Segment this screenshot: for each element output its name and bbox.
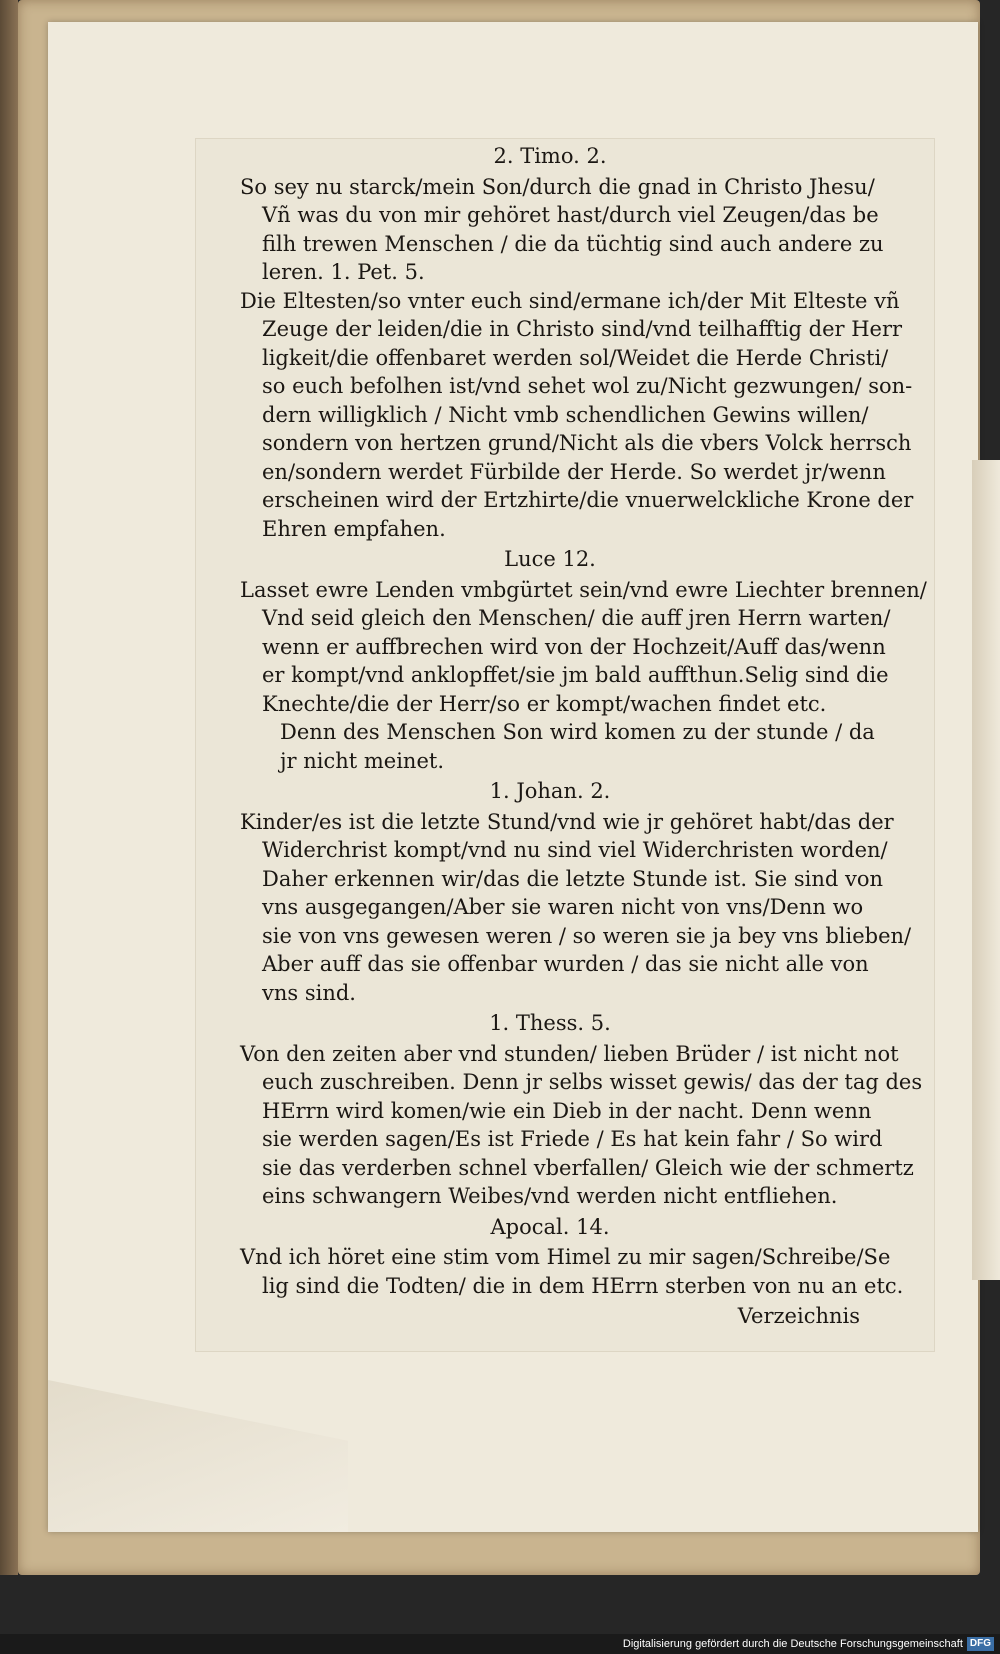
text-line: sie werden sagen/Es ist Friede / Es hat kein fahr / So wird <box>262 1127 883 1151</box>
text-line: Zeuge der leiden/die in Christo sind/vnd teilhafftig der Herr <box>262 317 903 341</box>
text-line: Vnd ich höret eine stim vom Himel zu mir sagen/Schreibe/Se <box>240 1245 891 1269</box>
text-line: Vñ was du von mir gehöret hast/durch viel Zeugen/das be <box>262 203 879 227</box>
text-line: sie das verderben schnel vberfallen/ Gleich wie der schmertz <box>262 1155 914 1180</box>
text-line: Kinder/es ist die letzte Stund/vnd wie jr gehöret habt/das der <box>240 809 894 834</box>
text-line: Lasset ewre Lenden vmbgürtet sein/vnd ewre Liechter brennen/ <box>240 577 927 602</box>
section-heading: Apocal. 14. <box>490 1214 610 1239</box>
text-line: vns sind. <box>262 980 356 1005</box>
page-text-column <box>240 140 927 1331</box>
text-line: dern willigklich / Nicht vmb schendlichen Gewins willen/ <box>262 402 869 427</box>
text-line: Knechte/die der Herr/so er kompt/wachen findet etc. <box>262 691 827 716</box>
text-line: so euch befolhen ist/vnd sehet wol zu/Nicht gezwungen/ son- <box>262 374 913 398</box>
text-line: jr nicht meinet. <box>280 748 444 773</box>
text-line: er kompt/vnd anklopffet/sie jm bald auffthun.Selig sind die <box>262 663 889 687</box>
text-line: Denn des Menschen Son wird komen zu der stunde / da <box>280 720 875 744</box>
digitization-footer <box>0 1634 1000 1654</box>
dfg-logo: DFG <box>967 1637 994 1651</box>
footer-credit: Digitalisierung gefördert durch die Deutsche Forschungsgemeinschaft <box>622 1638 963 1650</box>
book-spine-edge <box>0 0 18 1575</box>
text-line: Daher erkennen wir/das die letzte Stunde ist. Sie sind von <box>262 866 884 891</box>
section-heading: Luce 12. <box>504 547 596 571</box>
text-line: Von den zeiten aber vnd stunden/ lieben Brüder / ist nicht not <box>240 1041 899 1066</box>
section-heading: 1. Johan. 2. <box>489 779 611 803</box>
text-line: filh trewen Menschen / die da tüchtig sind auch andere zu <box>262 231 884 256</box>
text-line: So sey nu starck/mein Son/durch die gnad in Christo Jhesu/ <box>240 174 875 199</box>
text-line: erscheinen wird der Ertzhirte/die vnuerwelckliche Krone der <box>262 488 914 512</box>
text-line: Die Eltesten/so vnter euch sind/ermane ich/der Mit Elteste vñ <box>240 288 900 313</box>
text-line: wenn er auffbrechen wird von der Hochzeit/Auff das/wenn <box>262 634 886 659</box>
section-heading: 2. Timo. 2. <box>493 144 607 168</box>
text-line: lig sind die Todten/ die in dem HErrn sterben von nu an etc. <box>262 1273 904 1298</box>
text-line: euch zuschreiben. Denn jr selbs wisset gewis/ das der tag des <box>262 1070 923 1094</box>
text-line: Aber auff das sie offenbar wurden / das sie nicht alle von <box>262 952 869 976</box>
text-line: Widerchrist kompt/vnd nu sind viel Widerchristen worden/ <box>262 838 888 862</box>
text-line: sondern von hertzen grund/Nicht als die vbers Volck herrsch <box>262 431 912 455</box>
text-line: HErrn wird komen/wie ein Dieb in der nacht. Denn wenn <box>262 1098 872 1123</box>
text-line: ligkeit/die offenbaret werden sol/Weidet die Herde Christi/ <box>262 345 889 370</box>
text-line: vns ausgegangen/Aber sie waren nicht von vns/Denn wo <box>262 895 864 919</box>
text-line: Ehren empfahen. <box>262 516 446 541</box>
text-line: eins schwangern Weibes/vnd werden nicht entfliehen. <box>262 1184 838 1208</box>
text-line: en/sondern werdet Fürbilde der Herde. So werdet jr/wenn <box>262 459 886 484</box>
text-line: sie von vns gewesen weren / so weren sie ja bey vns blieben/ <box>262 923 912 948</box>
text-line: leren. 1. Pet. 5. <box>262 260 425 284</box>
section-heading: 1. Thess. 5. <box>489 1011 611 1035</box>
text-line: Vnd seid gleich den Menschen/ die auff jren Herrn warten/ <box>262 606 891 630</box>
facing-page-edge <box>972 460 1000 1280</box>
catchword: Verzeichnis <box>737 1304 860 1328</box>
